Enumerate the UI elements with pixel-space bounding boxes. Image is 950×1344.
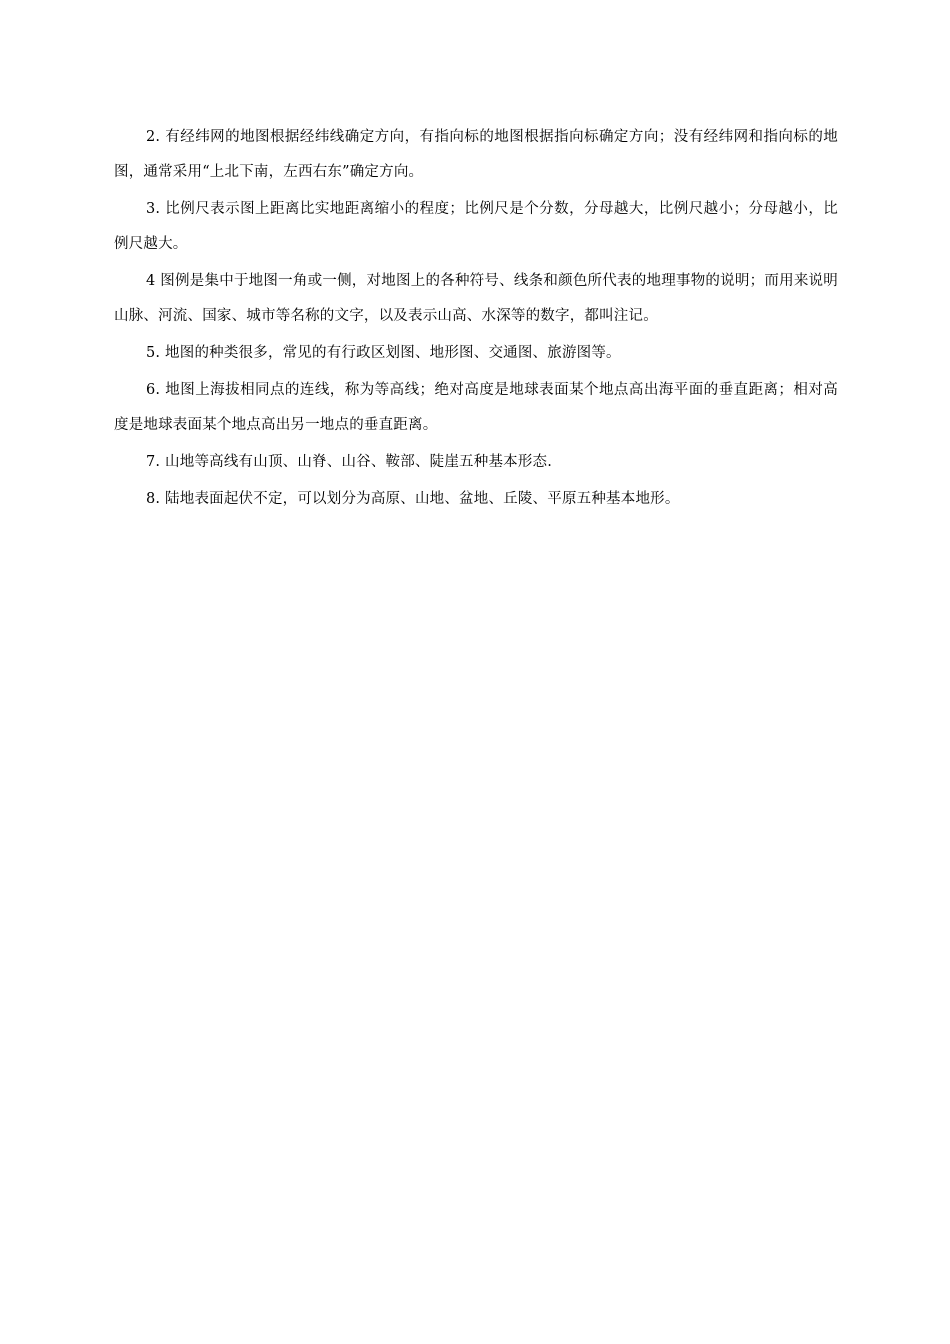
paragraph-8: 8. 陆地表面起伏不定，可以划分为高原、山地、盆地、丘陵、平原五种基本地形。 <box>146 491 680 507</box>
paragraph-7: 7. 山地等高线有山顶、山脊、山谷、鞍部、陡崖五种基本形态. <box>146 454 553 470</box>
paragraph-4: 4 图例是集中于地图一角或一侧，对地图上的各种符号、线条和颜色所代表的地理事物的说明；而用来说明山脉、河流、国家、城市等名称的文字，以及表示山高、水深等的数字，都叫注记。 <box>114 273 838 324</box>
paragraph-3: 3. 比例尺表示图上距离比实地距离缩小的程度；比例尺是个分数，分母越大，比例尺越小；分母越小，比例尺越大。 <box>114 201 838 252</box>
paragraph-2: 2. 有经纬网的地图根据经纬线确定方向，有指向标的地图根据指向标确定方向；没有经纬网和指向标的地图，通常采用“上北下南，左西右东”确定方向。 <box>114 129 838 180</box>
document-body <box>114 120 838 517</box>
paragraph-6: 6. 地图上海拔相同点的连线，称为等高线；绝对高度是地球表面某个地点高出海平面的垂直距离；相对高度是地球表面某个地点高出另一地点的垂直距离。 <box>114 382 838 433</box>
paragraph-5: 5. 地图的种类很多，常见的有行政区划图、地形图、交通图、旅游图等。 <box>146 345 621 361</box>
